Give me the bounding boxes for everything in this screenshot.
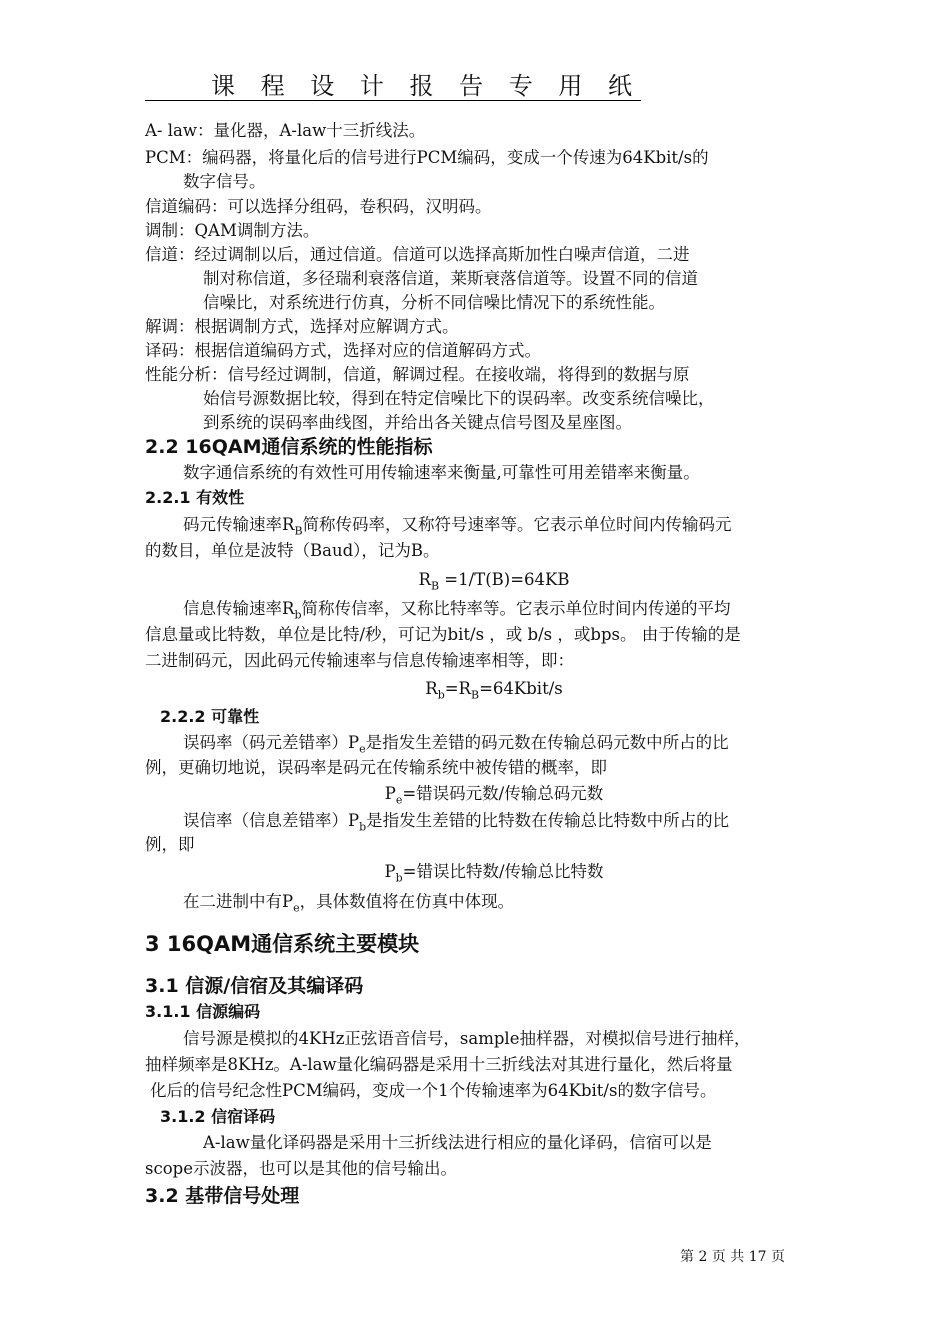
para-pe-line1: 误码率（码元差错率）$P_e$是指发生差错的码元数在传输总码元数中所占的比 [183, 733, 729, 756]
para-3-1-2-line1: A-law量化译码器是采用十三折线法进行相应的量化译码，信宿可以是 [203, 1133, 712, 1152]
def-channel-cont1: 制对称信道，多径瑞利衰落信道，莱斯衰落信道等。设置不同的信道 [203, 269, 698, 288]
def-modulation: 调制：QAM调制方法。 [145, 221, 320, 240]
header-title: 课 程 设 计 报 告 专 用 纸 [210, 72, 641, 100]
heading-3-1: 3.1 信源/信宿及其编译码 [145, 975, 364, 997]
equation-pe: $P_e=$错误码元数/传输总码元数 [384, 784, 604, 807]
para-rbit-line3: 二进制码元，因此码元传输速率与信息传输速率相等，即： [145, 651, 574, 670]
para-rb-line2: 的数目，单位是波特（Baud），记为B。 [145, 541, 440, 560]
para-rbit-line2: 信息量或比特数，单位是比特/秒，可记为bit/s ，或 b/s ，或bps。 由于传输的是 [145, 625, 741, 644]
equation-pb: $P_b=$错误比特数/传输总比特数 [384, 862, 604, 885]
def-channel-coding: 信道编码：可以选择分组码，卷积码，汉明码。 [145, 197, 492, 216]
para-binary-pe: 在二进制中有$P_e$，具体数值将在仿真中体现。 [183, 892, 515, 915]
def-performance-cont2: 到系统的误码率曲线图，并给出各关键点信号图及星座图。 [203, 413, 632, 432]
def-channel: 信道：经过调制以后，通过信道。信道可以选择高斯加性白噪声信道，二进 [145, 245, 690, 264]
para-pb-line1: 误信率（信息差错率）$P_b$是指发生差错的比特数在传输总比特数中所占的比 [183, 811, 730, 834]
def-pcm: PCM：编码器，将量化后的信号进行PCM编码，变成一个传速为64Kbit/s的 [145, 148, 709, 167]
para-3-1-1-line2: 抽样频率是8KHz。A-law量化编码器是采用十三折线法对其进行量化，然后将量 [145, 1055, 733, 1074]
page-header [145, 66, 641, 101]
def-decoding: 译码：根据信道编码方式，选择对应的信道解码方式。 [145, 341, 541, 360]
def-alaw: A- law：量化器，A-law十三折线法。 [145, 121, 426, 140]
equation-rb-equal: $R_b=R_B=64Kbit/s$ [425, 679, 563, 702]
def-demodulation: 解调：根据调制方式，选择对应解调方式。 [145, 317, 459, 336]
heading-2-2-1: 2.2.1 有效性 [145, 488, 245, 507]
para-3-1-2-line2: scope示波器，也可以是其他的信号输出。 [145, 1159, 457, 1178]
para-rbit-line1: 信息传输速率$R_b$简称传信率，又称比特率等。它表示单位时间内传递的平均 [183, 599, 731, 622]
def-pcm-cont: 数字信号。 [183, 172, 266, 191]
def-channel-cont2: 信噪比，对系统进行仿真，分析不同信噪比情况下的系统性能。 [203, 293, 665, 312]
para-pb-line2: 例，即 [145, 835, 195, 854]
page-number: 第 2 页 共 17 页 [680, 1249, 785, 1265]
def-performance: 性能分析：信号经过调制，信道，解调过程。在接收端，将得到的数据与原 [145, 365, 690, 384]
para-3-1-1-line1: 信号源是模拟的4KHz正弦语音信号，sample抽样器，对模拟信号进行抽样， [183, 1029, 751, 1048]
heading-3-1-1: 3.1.1 信源编码 [145, 1002, 261, 1021]
heading-2-2: 2.2 16QAM通信系统的性能指标 [145, 436, 433, 458]
heading-3-2: 3.2 基带信号处理 [145, 1185, 300, 1207]
para-pe-line2: 例，更确切地说，误码率是码元在传输系统中被传错的概率，即 [145, 758, 607, 777]
heading-3-1-2: 3.1.2 信宿译码 [160, 1107, 276, 1126]
para-3-1-1-line3: 化后的信号纪念性PCM编码，变成一个1个传输速率为64Kbit/s的数字信号。 [150, 1081, 717, 1100]
def-performance-cont1: 始信号源数据比较，得到在特定信噪比下的误码率。改变系统信噪比， [203, 389, 715, 408]
para-rb-line1: 码元传输速率$R_B$简称传码率，又称符号速率等。它表示单位时间内传输码元 [183, 515, 732, 538]
heading-3: 3 16QAM通信系统主要模块 [145, 932, 420, 956]
heading-2-2-2: 2.2.2 可靠性 [160, 707, 260, 726]
equation-rb: $R_B =1/T(B)=64KB$ [418, 570, 570, 593]
para-2-2-intro: 数字通信系统的有效性可用传输速率来衡量,可靠性可用差错率来衡量。 [183, 463, 700, 482]
